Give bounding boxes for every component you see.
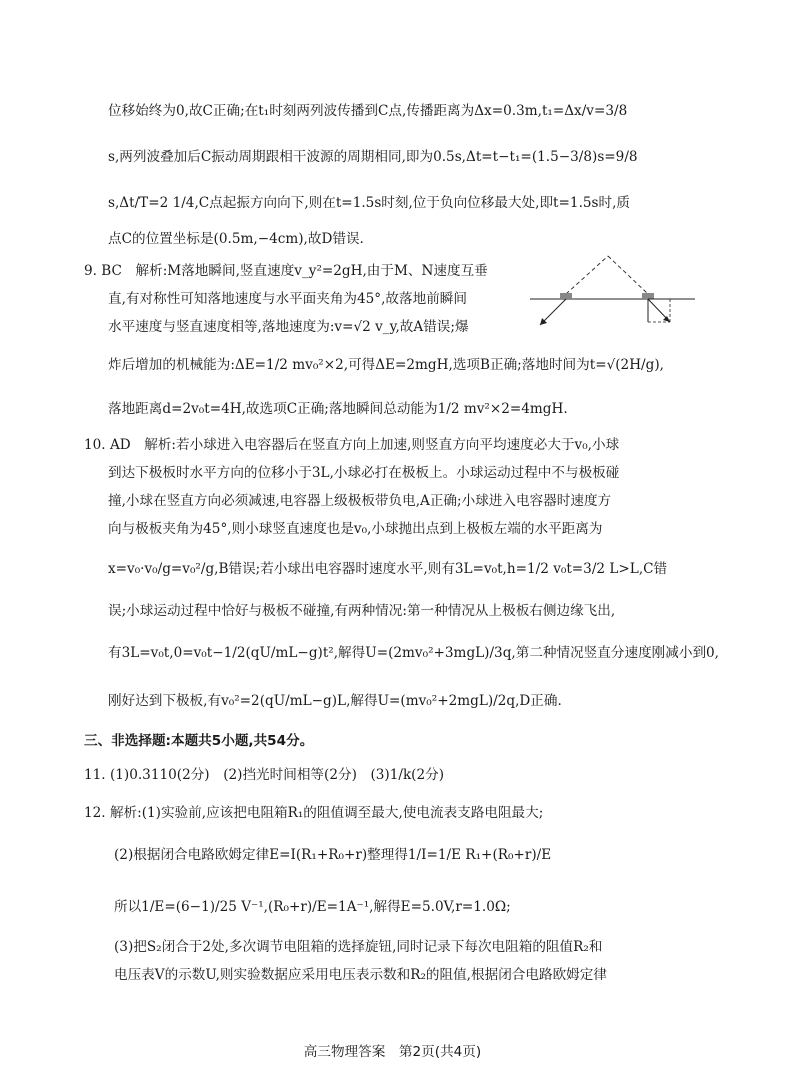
- section-heading: 三、非选择题:本题共5小题,共54分。: [84, 733, 314, 749]
- text-line: 撞,小球在竖直方向必须减速,电容器上级极板带负电,A正确;小球进入电容器时速度方: [108, 493, 612, 509]
- text-line: (3)把S₂闭合于2处,多次调节电阻箱的选择旋钮,同时记录下每次电阻箱的阻值R₂和: [114, 939, 603, 955]
- text-line: 炸后增加的机械能为:ΔE=1/2 mv₀²×2,可得ΔE=2mgH,选项B正确;落地时间为t=√(2H/g),: [108, 357, 664, 373]
- text-line: s,Δt/T=2 1/4,C点起振方向向下,则在t=1.5s时刻,位于负向位移最大处,即t=1.5s时,质: [108, 195, 631, 211]
- question-9-heading: 9. BC 解析:M落地瞬间,竖直速度v_y²=2gH,由于M、N速度互垂: [84, 263, 488, 279]
- question-12-heading: 12. 解析:(1)实验前,应该把电阻箱R₁的阻值调至最大,使电流表支路电阻最大;: [84, 805, 544, 821]
- right-fragment: [642, 293, 654, 299]
- text-line: 所以1/E=(6−1)/25 V⁻¹,(R₀+r)/E=1A⁻¹,解得E=5.0V,r=1.0Ω;: [114, 899, 511, 915]
- explosion-diagram: [530, 252, 695, 332]
- left-fragment: [560, 293, 572, 299]
- question-11: 11. (1)0.3110(2分) (2)挡光时间相等(2分) (3)1/k(2分): [84, 767, 445, 783]
- text-line: 直,有对称性可知落地速度与水平面夹角为45°,故落地前瞬间: [108, 291, 467, 307]
- trajectory-right: [608, 256, 648, 294]
- text-line: 电压表V的示数U,则实验数据应采用电压表示数和R₂的阻值,根据闭合电路欧姆定律: [114, 967, 607, 983]
- text-line: 落地距离d=2v₀t=4H,故选项C正确;落地瞬间总动能为1/2 mv²×2=4mgH.: [108, 401, 568, 417]
- text-line: 向与极板夹角为45°,则小球竖直速度也是v₀,小球抛出点到上极板左端的水平距离为: [108, 521, 603, 537]
- text-line: 误;小球运动过程中恰好与极板不碰撞,有两种情况:第一种情况从上极板右侧边缘飞出,: [108, 603, 616, 619]
- trajectory-left: [566, 256, 608, 294]
- text-line: x=v₀·v₀/g=v₀²/g,B错误;若小球出电容器时速度水平,则有3L=v₀t,h=1/2 v₀t=3/2 L>L,C错: [108, 561, 668, 577]
- text-line: 有3L=v₀t,0=v₀t−1/2(qU/mL−g)t²,解得U=(2mv₀²+3mgL)/3q,第二种情况竖直分速度刚减小到0,: [108, 645, 720, 661]
- text-line: 位移始终为0,故C正确;在t₁时刻两列波传播到C点,传播距离为Δx=0.3m,t₁=Δx/v=3/8: [108, 103, 628, 119]
- text-line: 刚好达到下极板,有v₀²=2(qU/mL−g)L,解得U=(mv₀²+2mgL)/2q,D正确.: [108, 693, 562, 709]
- text-line: 点C的位置坐标是(0.5m,−4cm),故D错误.: [108, 231, 364, 247]
- text-line: 水平速度与竖直速度相等,落地速度为:v=√2 v_y,故A错误;爆: [108, 319, 469, 335]
- text-line: (2)根据闭合电路欧姆定律E=I(R₁+R₀+r)整理得1/I=1/E R₁+(R₀+r)/E: [114, 847, 552, 863]
- question-10-heading: 10. AD 解析:若小球进入电容器后在竖直方向上加速,则竖直方向平均速度必大于v₀,小球: [84, 437, 620, 453]
- arrowhead-right: [663, 316, 670, 322]
- text-line: 到达下极板时水平方向的位移小于3L,小球必打在极板上。小球运动过程中不与极板碰: [108, 465, 620, 481]
- text-line: s,两列波叠加后C振动周期跟相干波源的周期相同,即为0.5s,Δt=t−t₁=(1.5−3/8)s=9/8: [108, 149, 638, 165]
- page-footer: 高三物理答案 第2页(共4页): [303, 1044, 482, 1060]
